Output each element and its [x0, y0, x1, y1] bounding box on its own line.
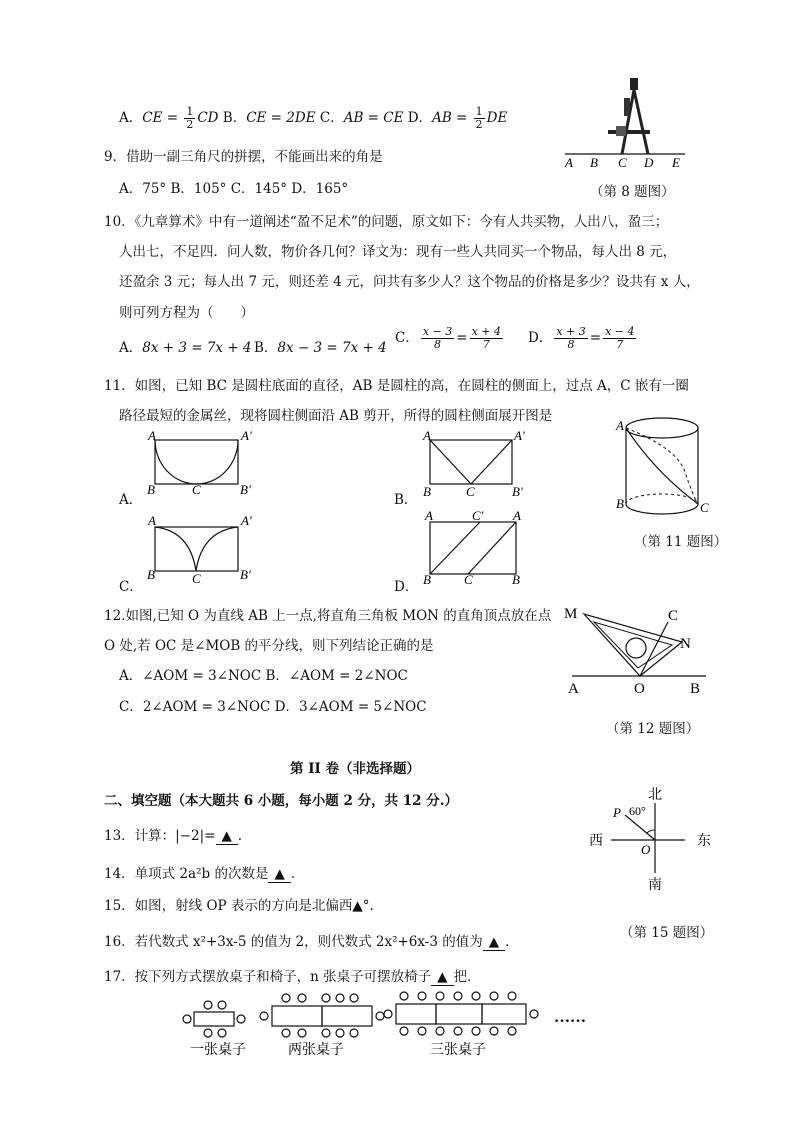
svg-text:N: N: [680, 636, 691, 652]
q11-caption: （第 11 题图）: [634, 534, 728, 550]
q10-option-a: A．8x + 3 = 7x + 4: [119, 340, 252, 356]
svg-text:东: 东: [697, 834, 711, 849]
q8-options: A．CE = $\frac{1}{2}$ CD B．CE = 2DE C．AB = CE D．AB = $\frac{1}{2}$ DE: [119, 105, 508, 131]
q10-line2: 人出七，不足四．问人数，物价各几何？译文为：现有一些人共同买一个物品，每人出 8 元，: [119, 244, 677, 260]
svg-text:C: C: [192, 482, 201, 497]
section2-title: 第 II 卷（非选择题）: [290, 761, 421, 777]
q11-option-c-figure: [145, 515, 255, 585]
svg-text:C: C: [192, 571, 201, 586]
q12-line2: O 处,若 OC 是∠MOB 的平分线，则下列结论正确的是: [104, 638, 434, 654]
q8-option-b-expr: CE = 2DE: [246, 110, 316, 126]
svg-text:C: C: [466, 484, 475, 499]
q11-option-b-label: B．: [394, 492, 418, 508]
q8-option-d-expr: AB =: [432, 110, 472, 126]
svg-text:M: M: [564, 606, 578, 622]
q8-option-d-fraction: $\frac{1}{2}$: [475, 105, 483, 131]
q8-label-d: D: [644, 155, 654, 170]
q14: 14．单项式 2a²b 的次数是 ▲ ．: [104, 866, 305, 882]
svg-text:C: C: [668, 608, 679, 624]
svg-text:A: A: [513, 508, 521, 523]
q14-answer-blank[interactable]: ▲: [268, 866, 290, 883]
q8-option-a-expr: CE =: [142, 110, 183, 126]
svg-text:C: C: [700, 500, 709, 515]
svg-text:A: A: [616, 418, 624, 433]
q8-figure: [560, 70, 690, 170]
q11-option-a-label: A．: [119, 492, 143, 508]
q11-cylinder-figure: [615, 412, 715, 522]
q8-label-c: C: [618, 155, 627, 170]
q13-answer-blank[interactable]: ▲: [216, 828, 238, 845]
q8-label-a: A: [565, 155, 573, 170]
svg-text:西: 西: [589, 834, 603, 849]
q15: 15．如图，射线 OP 表示的方向是北偏西▲°.: [104, 898, 374, 914]
q10-line4: 则可列方程为（ ）: [119, 305, 254, 321]
svg-text:O: O: [634, 681, 645, 697]
q11-option-a-figure: [145, 428, 255, 498]
q8-caption: （第 8 题图）: [590, 184, 675, 200]
svg-text:B: B: [423, 572, 431, 587]
q8-label-e: E: [672, 155, 680, 170]
svg-text:A′: A′: [514, 428, 525, 443]
q16-answer-blank[interactable]: ▲: [483, 934, 505, 951]
q17-answer-blank[interactable]: ▲: [431, 969, 453, 986]
svg-text:A: A: [425, 508, 433, 523]
three-tables: [384, 992, 538, 1035]
svg-text:南: 南: [648, 878, 662, 893]
q9-options: A．75° B．105° C．145° D．165°: [119, 181, 349, 197]
svg-text:O: O: [641, 842, 651, 857]
q15-figure: [585, 785, 720, 895]
q13: 13．计算：|−2|= ▲ ．: [104, 828, 252, 844]
section2-heading: 二、填空题（本大题共 6 小题，每小题 2 分，共 12 分.）: [104, 793, 458, 809]
q8-option-c-expr: AB = CE: [343, 110, 404, 126]
two-tables: [260, 994, 384, 1037]
q8-option-a-label: A．: [119, 110, 143, 126]
compass-icon: [608, 78, 650, 154]
svg-text:A: A: [148, 513, 156, 528]
svg-text:……: ……: [554, 1009, 586, 1026]
one-table: [183, 1001, 245, 1037]
q12-options-row2: C．2∠AOM = 3∠NOC D．3∠AOM = 5∠NOC: [119, 699, 427, 715]
svg-text:60°: 60°: [629, 804, 646, 818]
q11-option-d-label: D．: [394, 579, 419, 595]
q12-figure: [560, 600, 720, 700]
q12-options-row1: A．∠AOM = 3∠NOC B．∠AOM = 2∠NOC: [119, 668, 408, 684]
q11-line2: 路径最短的金属丝，现将圆柱侧面沿 AB 剪开，所得的圆柱侧面展开图是: [119, 408, 553, 424]
q15-caption: （第 15 题图）: [620, 925, 714, 941]
svg-text:一张桌子: 一张桌子: [190, 1043, 246, 1058]
svg-text:A: A: [148, 428, 156, 443]
q17: 17．按下列方式摆放桌子和椅子，n 张桌子可摆放椅子 ▲ 把．: [104, 969, 481, 985]
q11-option-d-figure: [420, 508, 530, 587]
svg-text:P: P: [613, 805, 621, 820]
svg-text:C′: C′: [472, 508, 484, 523]
svg-text:两张桌子: 两张桌子: [288, 1043, 344, 1058]
svg-text:B′: B′: [240, 482, 251, 497]
q8-option-d-label: D．: [407, 110, 433, 126]
q11-line1: 11．如图，已知 BC 是圆柱底面的直径，AB 是圆柱的高，在圆柱的侧面上，过点 A，C 嵌有一圈: [104, 378, 689, 394]
q10-option-d: D． $\frac{x + 3}{8}$ = $\frac{x - 4}{7}$: [528, 325, 635, 351]
q12-caption: （第 12 题图）: [606, 721, 700, 737]
q11-option-b-figure: [420, 428, 530, 498]
svg-text:A′: A′: [241, 513, 252, 528]
svg-text:A′: A′: [241, 428, 252, 443]
q16: 16．若代数式 x²+3x-5 的值为 2，则代数式 2x²+6x-3 的值为 ▲ ．: [104, 934, 519, 950]
q10-line3: 还盈余 3 元；每人出 7 元，则还差 4 元，问共有多少人？这个物品的价格是多少？设共有 x 人，: [119, 274, 700, 290]
q9-stem: 9．借助一副三角尺的拼摆，不能画出来的角是: [104, 149, 383, 165]
svg-text:A: A: [568, 681, 579, 697]
svg-text:北: 北: [648, 788, 662, 803]
svg-text:B: B: [423, 484, 431, 499]
svg-text:C: C: [464, 572, 473, 587]
q10-line1: 10．《九章算术》中有一道阐述“盈不足术”的问题，原文如下：今有人共买物，人出八，盈三；: [104, 214, 669, 230]
svg-text:B: B: [147, 567, 155, 582]
svg-text:B: B: [616, 496, 624, 511]
svg-text:B′: B′: [240, 567, 251, 582]
q8-option-b-label: B．: [222, 110, 247, 126]
q10-option-c: C． $\frac{x - 3}{8}$ = $\frac{x + 4}{7}$: [395, 325, 501, 351]
svg-text:B: B: [147, 482, 155, 497]
q10-option-b: B．8x − 3 = 7x + 4: [254, 340, 387, 356]
q11-option-c-label: C．: [119, 579, 143, 595]
svg-text:B: B: [690, 681, 701, 697]
svg-text:B: B: [512, 572, 520, 587]
svg-text:A: A: [423, 428, 431, 443]
q8-option-a-fraction: $\frac{1}{2}$: [186, 105, 194, 131]
q12-line1: 12.如图,已知 O 为直线 AB 上一点,将直角三角板 MON 的直角顶点放在点: [104, 608, 552, 624]
svg-text:三张桌子: 三张桌子: [430, 1043, 486, 1058]
q8-label-b: B: [590, 155, 598, 170]
svg-text:B′: B′: [512, 484, 523, 499]
q17-figure: [180, 990, 610, 1060]
q8-option-c-label: C．: [319, 110, 344, 126]
